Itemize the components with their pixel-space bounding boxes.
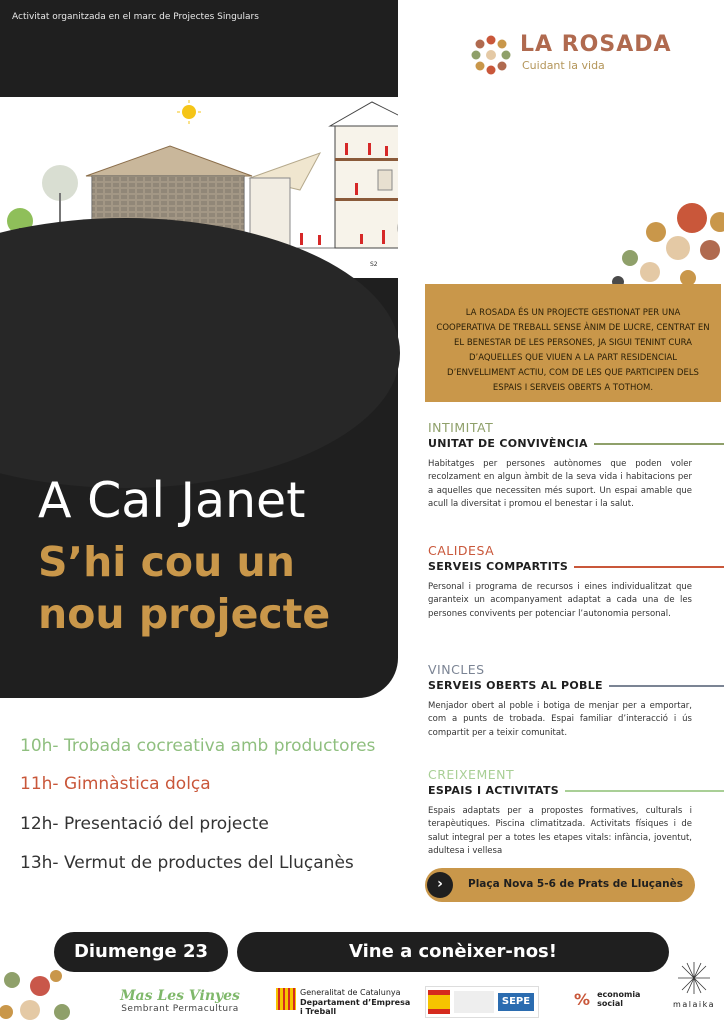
senyera-icon [276, 988, 296, 1010]
date-pill: Diumenge 23 [54, 932, 228, 972]
gencat-logo [276, 988, 296, 1014]
section-category: VINCLES [428, 662, 485, 677]
gencat-line3: i Treball [300, 1007, 337, 1016]
ministry-text-block [454, 991, 494, 1013]
la-rosada-logo [466, 30, 676, 80]
intro-box [425, 284, 721, 402]
malaika-logo [672, 960, 716, 1009]
gencat-line1: Generalitat de Catalunya [300, 988, 401, 997]
section-label: S2 [370, 261, 378, 268]
logo-tagline: Cuidant la vida [522, 59, 605, 72]
section-heading: UNITAT DE CONVIVÈNCIA [428, 437, 588, 450]
section-category: INTIMITAT [428, 420, 494, 435]
schedule-item: 12h- Presentació del projecte [20, 814, 269, 834]
section-intimitat [428, 420, 724, 511]
logo-title: LA ROSADA [520, 32, 672, 57]
gencat-text [300, 988, 410, 1017]
decorative-flower-corner [0, 966, 80, 1024]
section-rule [594, 443, 724, 445]
intro-text: LA ROSADA ÉS UN PROJECTE GESTIONAT PER UNA COOPERATIVA DE TREBALL SENSE ÀNIM DE LUCRE, CENTRAT EN EL BENESTAR DE LES PERSONES, JA SIGUI TENINT CURA D’AQUELLES QUE VIUEN A LA PART RESIDENCIAL D’ENVELLIMENT ACTIU, COM DE LES QUE PARTICIPEN DELS ESPAIS I SERVEIS OBERTS A TOTHOM. [436, 308, 710, 393]
gencat-line2: Departament d’Empresa [300, 997, 411, 1007]
decorative-flower-shape [610, 198, 724, 286]
section-rule [609, 685, 724, 687]
starburst-icon [676, 960, 712, 996]
section-body: Menjador obert al poble i botiga de menjar per a emportar, com a punts de trobada. Espai familiar d’interacció i ús compartit per a teixir comunitat. [428, 701, 692, 738]
section-heading: SERVEIS OBERTS AL POBLE [428, 679, 603, 692]
social-label: social [597, 999, 624, 1008]
sun-icon [182, 105, 196, 119]
section-calidesa [428, 543, 724, 621]
schedule-item: 10h- Trobada cocreativa amb productores [20, 736, 376, 756]
section-body: Habitatges per persones autònomes que poden voler recolzament en algun àmbit de la seva vida i habitacions per a aquelles que necessiten més suport. Un espai amable que acull la diversitat i promou el benestar i la salut. [428, 459, 692, 509]
economia-social-logo [574, 990, 640, 1009]
section-body: Espais adaptats per a propostes formatives, culturals i terapèutiques. Piscina climatitzada. Activitats físiques i de salut integral per a totes les etapes vitals: infància, joventut, adultesa i vellesa [428, 806, 692, 856]
sepe-logo [425, 986, 539, 1018]
hero-subtitle [38, 536, 330, 640]
section-heading: ESPAIS I ACTIVITATS [428, 784, 559, 797]
section-creixement [428, 767, 724, 858]
section-category: CREIXEMENT [428, 767, 515, 782]
section-body: Personal i programa de recursos i eines individualitzat que garanteix un acompanyament adaptat a cada una de les persones convivents per potenciar l’autonomia personal. [428, 582, 692, 619]
mas-les-vinyes-logo [110, 988, 250, 1014]
economia-label: economia [597, 990, 641, 999]
rosada-flower-icon [466, 30, 516, 80]
top-note: Activitat organitzada en el marc de Projectes Singulars [12, 12, 259, 22]
hero-subtitle-line2: nou projecte [38, 590, 331, 638]
section-vincles [428, 662, 724, 740]
mas-les-vinyes-name: Mas Les Vinyes [120, 988, 240, 1004]
spain-flag-icon [428, 990, 450, 1014]
chevron-right-icon: › [427, 872, 453, 898]
schedule-item: 13h- Vermut de productes del Lluçanès [20, 853, 354, 873]
sepe-label: SEPE [498, 993, 534, 1011]
cta-pill[interactable]: Vine a conèixer-nos! [237, 932, 669, 972]
section-heading: SERVEIS COMPARTITS [428, 560, 569, 573]
percent-icon: % [574, 990, 591, 1009]
hero-title: A Cal Janet [38, 472, 306, 529]
hero-subtitle-line1: S’hi cou un [38, 538, 295, 586]
section-category: CALIDESA [428, 543, 495, 558]
schedule-item: 11h- Gimnàstica dolça [20, 774, 211, 794]
address-text: Plaça Nova 5-6 de Prats de Lluçanès [468, 878, 683, 890]
section-rule [574, 566, 724, 568]
malaika-label: malaika [673, 1000, 715, 1009]
section-rule [565, 790, 724, 792]
mas-les-vinyes-tagline: Sembrant Permacultura [121, 1004, 239, 1014]
